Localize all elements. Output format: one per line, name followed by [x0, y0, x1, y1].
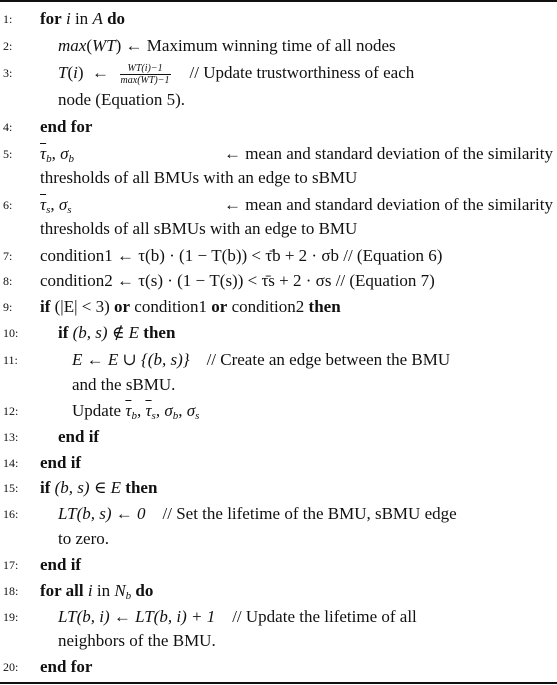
tau-b-sigma-b: $\overline{\tau}_b$, $\sigma_b$: [40, 144, 74, 165]
line-content: if (b, s) ∈ E then: [40, 478, 158, 497]
line-number: 14:: [3, 456, 19, 470]
line-content: max(WT) ← Maximum winning time of all nodes: [58, 36, 396, 55]
trust-fraction: $\frac{WT(i)-1}{\max(WT)-1}$: [120, 62, 170, 86]
line-content: LT(b, i) ← LT(b, i) + 1 // Update the lifetime of all: [58, 607, 417, 626]
line-number: 12:: [3, 404, 19, 418]
line-number: 1:: [3, 12, 13, 26]
line-content: for all i in $N_b$ do: [40, 581, 154, 602]
line-number: 16:: [3, 507, 19, 521]
line-number: 13:: [3, 430, 19, 444]
line-content: if (b, s) ∉ E then: [58, 323, 176, 342]
line-continuation: thresholds of all BMUs with an edge to sBMU: [40, 168, 358, 187]
line-content: end if: [58, 427, 100, 446]
line-number: 20:: [3, 660, 19, 674]
line-number: 5:: [3, 147, 13, 161]
line-number: 10:: [3, 326, 19, 340]
line-number: 18:: [3, 584, 19, 598]
line-number: 15:: [3, 481, 19, 495]
line-continuation: neighbors of the BMU.: [58, 631, 216, 650]
line-content: condition1 ← τ(b) · (1 − T(b)) < τ̄b + 2 · σb // (Equation 6): [40, 246, 443, 265]
line-content: for i in A do: [40, 9, 126, 28]
line-number: 2:: [3, 39, 13, 53]
line-continuation: node (Equation 5).: [58, 90, 185, 109]
line-continuation: to zero.: [58, 529, 109, 548]
line-content: end for: [40, 117, 93, 136]
line-continuation: thresholds of all sBMUs with an edge to BMU: [40, 219, 358, 238]
line-number: 9:: [3, 300, 13, 314]
line-content: $\overline{\tau}_s$, $\sigma_s$ ← mean and standard deviation of the similarity: [40, 195, 553, 216]
line-number: 8:: [3, 274, 13, 288]
line-continuation: and the sBMU.: [72, 375, 176, 394]
line-content: $\overline{\tau}_b$, $\sigma_b$ ← mean and standard deviation of the similarity: [40, 144, 553, 165]
line-content: end for: [40, 657, 93, 676]
line-content: if (|E| < 3) or condition1 or condition2 then: [40, 297, 341, 316]
line-number: 19:: [3, 610, 19, 624]
line-number: 4:: [3, 120, 13, 134]
line-number: 7:: [3, 249, 13, 263]
line-content: condition2 ← τ(s) · (1 − T(s)) < τ̄s + 2 · σs // (Equation 7): [40, 271, 435, 290]
tau-s-sigma-s: $\overline{\tau}_s$, $\sigma_s$: [40, 195, 72, 216]
line-number: 6:: [3, 198, 13, 212]
line-number: 3:: [3, 66, 13, 80]
line-content: end if: [40, 453, 82, 472]
line-content: T(i) ← $\frac{WT(i)-1}{\max(WT)-1}$ // Update trustworthiness of each: [58, 62, 415, 86]
line-content: E ← E ∪ {(b, s)} // Create an edge between the BMU: [72, 350, 451, 369]
line-content: LT(b, s) ← 0 // Set the lifetime of the BMU, sBMU edge: [58, 504, 457, 523]
top-rule: [0, 0, 557, 2]
line-content: Update $\overline{\tau}_b$, $\overline{\tau}_s$, $\sigma_b$, $\sigma_s$: [72, 401, 200, 422]
line-number: 11:: [3, 353, 18, 367]
line-number: 17:: [3, 558, 19, 572]
bottom-rule: [0, 682, 557, 684]
line-content: end if: [40, 555, 82, 574]
